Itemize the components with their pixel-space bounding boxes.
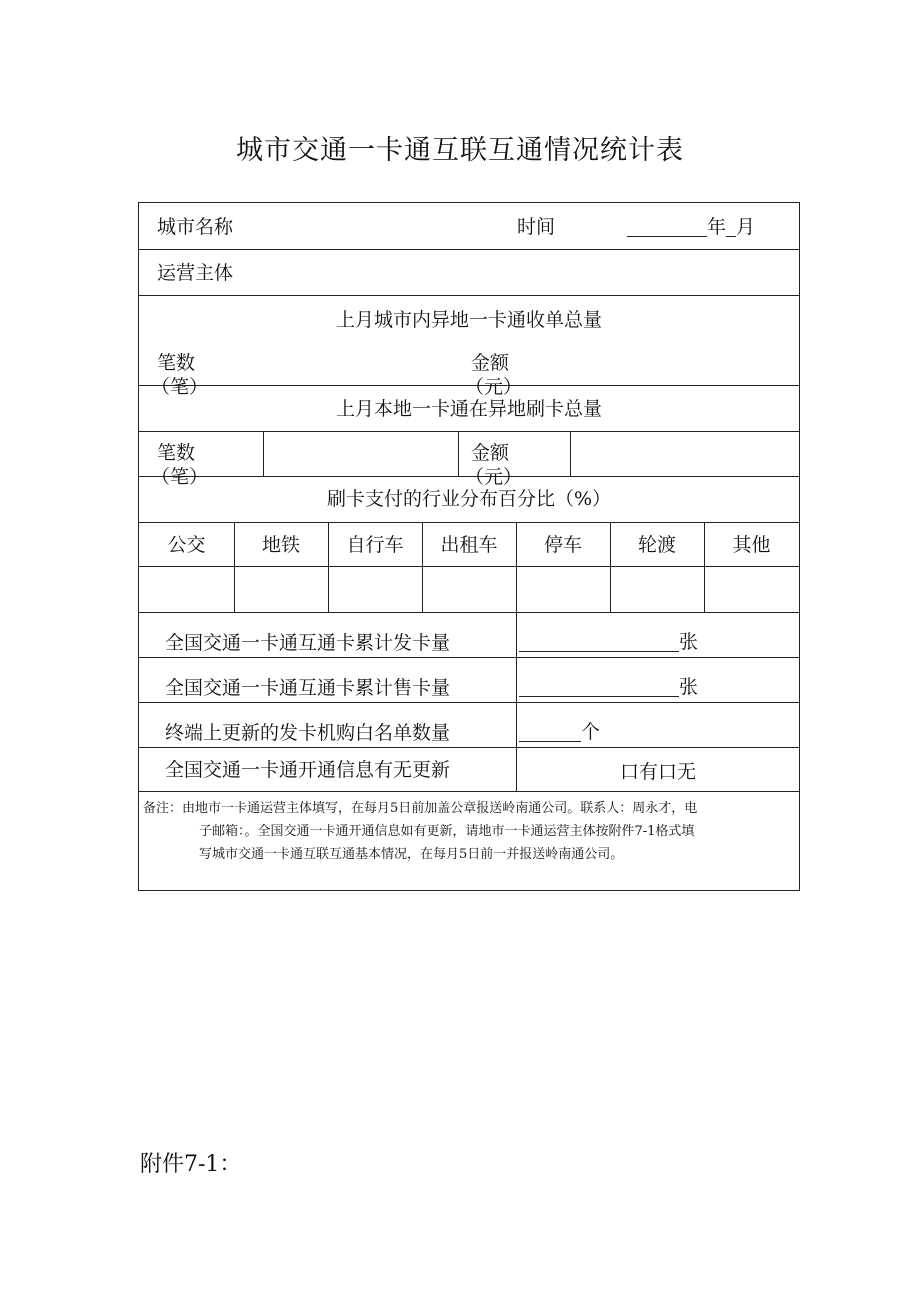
col-divider bbox=[263, 431, 264, 476]
row-divider bbox=[139, 612, 799, 613]
col-bicycle: 自行车 bbox=[346, 534, 404, 556]
income-amount-cell bbox=[465, 351, 571, 398]
issued-unit: 张 bbox=[679, 631, 699, 653]
swipe-count-unit: （笔） bbox=[151, 466, 209, 488]
row-divider bbox=[139, 249, 799, 250]
month-label: 月 bbox=[736, 216, 756, 238]
col-ferry: 轮渡 bbox=[637, 534, 676, 556]
income-count-unit: （笔） bbox=[151, 376, 209, 398]
date-field[interactable] bbox=[627, 218, 755, 237]
operator-label: 运营主体 bbox=[157, 262, 234, 284]
swipe-amount-unit: （元） bbox=[465, 466, 523, 488]
col-divider bbox=[458, 431, 459, 476]
sold-blank[interactable] bbox=[519, 678, 679, 697]
issued-field[interactable] bbox=[519, 633, 698, 652]
row-divider bbox=[139, 522, 799, 523]
income-heading: 上月城市内异地一卡通收单总量 bbox=[335, 309, 602, 331]
statistics-table bbox=[138, 202, 800, 891]
income-count-cell bbox=[151, 351, 257, 398]
swipe-heading: 上月本地一卡通在异地刷卡总量 bbox=[335, 398, 602, 420]
swipe-count-cell bbox=[151, 441, 257, 488]
update-label: 全国交通一卡通开通信息有无更新 bbox=[165, 759, 451, 781]
note-line-2: 子邮箱：。全国交通一卡通开通信息如有更新，请地市一卡通运营主体按附件7-1格式填 bbox=[199, 824, 695, 839]
note-line-3: 写城市交通一卡通互联互通基本情况，在每月5日前一并报送岭南通公司。 bbox=[199, 847, 624, 862]
whitelist-unit: 个 bbox=[581, 721, 601, 743]
row-divider bbox=[139, 747, 799, 748]
sold-label: 全国交通一卡通互通卡累计售卡量 bbox=[165, 677, 451, 699]
time-label: 时间 bbox=[517, 216, 556, 238]
swipe-count-label: 笔数 bbox=[157, 442, 196, 464]
year-label: 年 bbox=[707, 216, 727, 238]
year-blank[interactable] bbox=[627, 218, 707, 237]
col-taxi: 出租车 bbox=[440, 534, 498, 556]
col-parking: 停车 bbox=[543, 534, 582, 556]
sold-unit: 张 bbox=[679, 676, 699, 698]
row-divider bbox=[139, 657, 799, 658]
whitelist-field[interactable] bbox=[519, 723, 600, 742]
income-count-label: 笔数 bbox=[157, 352, 196, 374]
swipe-amount-cell bbox=[465, 441, 567, 488]
row-divider bbox=[139, 431, 799, 432]
issued-label: 全国交通一卡通互通卡累计发卡量 bbox=[165, 632, 451, 654]
row-divider bbox=[139, 702, 799, 703]
income-amount-label: 金额 bbox=[471, 352, 510, 374]
whitelist-label: 终端上更新的发卡机购白名单数量 bbox=[165, 722, 451, 744]
issued-blank[interactable] bbox=[519, 633, 679, 652]
city-name-label: 城市名称 bbox=[157, 216, 234, 238]
note-line-1: 备注：由地市一卡通运营主体填写，在每月5日前加盖公章报送岭南通公司。联系人：周永才，电 bbox=[143, 801, 698, 816]
col-divider bbox=[570, 431, 571, 476]
attachment-label: 附件7-1： bbox=[140, 1152, 242, 1177]
row-divider bbox=[139, 566, 799, 567]
industry-heading: 刷卡支付的行业分布百分比（%） bbox=[326, 488, 612, 510]
row-divider bbox=[139, 295, 799, 296]
sold-field[interactable] bbox=[519, 678, 698, 697]
col-other: 其他 bbox=[732, 534, 771, 556]
col-metro: 地铁 bbox=[261, 534, 300, 556]
col-bus: 公交 bbox=[167, 534, 206, 556]
update-options[interactable]: 口有口无 bbox=[619, 761, 696, 783]
row-divider bbox=[139, 791, 799, 792]
month-blank[interactable] bbox=[726, 218, 736, 237]
income-amount-unit: （元） bbox=[465, 376, 523, 398]
swipe-amount-label: 金额 bbox=[471, 442, 510, 464]
whitelist-blank[interactable] bbox=[519, 723, 581, 742]
form-title: 城市交通一卡通互联互通情况统计表 bbox=[236, 135, 684, 166]
